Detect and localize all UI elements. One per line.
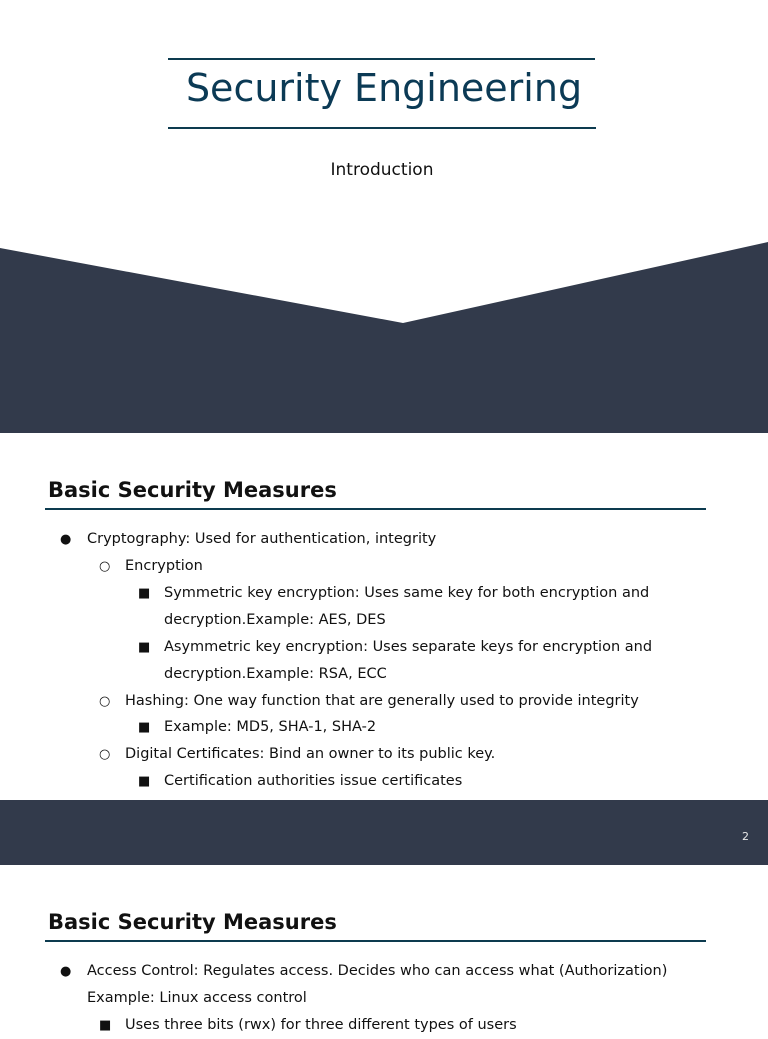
heading-rule — [45, 508, 706, 510]
bullet-square-icon: ■ — [138, 720, 151, 735]
chevron-band — [0, 242, 768, 433]
heading-rule — [45, 940, 706, 942]
list-item: Access Control: Regulates access. Decides who can access what (Authorization) — [87, 963, 668, 979]
slide-subtitle: Introduction — [330, 160, 434, 180]
list-item-continuation: decryption.Example: RSA, ECC — [164, 666, 387, 682]
list-item: Asymmetric key encryption: Uses separate keys for encryption and — [164, 639, 653, 655]
bullet-square-icon: ■ — [138, 586, 151, 601]
list-item: Uses three bits (rwx) for three different types of users — [125, 1017, 517, 1033]
page-number: 2 — [742, 830, 749, 843]
list-item: Cryptography: Used for authentication, integrity — [87, 531, 437, 547]
list-item-continuation: decryption.Example: AES, DES — [164, 612, 386, 628]
list-item: Digital Certificates: Bind an owner to its public key. — [125, 746, 496, 762]
bullet-circle-icon: ○ — [99, 747, 111, 762]
slide-heading: Basic Security Measures — [48, 478, 337, 502]
content-slide-3 — [0, 865, 768, 1033]
title-slide — [0, 0, 768, 433]
bullet-square-icon: ■ — [138, 640, 151, 655]
slide-heading: Basic Security Measures — [48, 910, 337, 934]
bullet-disc-icon: ● — [60, 964, 72, 979]
bullet-circle-icon: ○ — [99, 559, 111, 574]
list-item: Symmetric key encryption: Uses same key for both encryption and — [164, 585, 650, 601]
title-top-rule — [168, 58, 595, 60]
list-item: Hashing: One way function that are generally used to provide integrity — [125, 693, 639, 709]
list-item: Certification authorities issue certificates — [164, 773, 463, 789]
bullet-square-icon: ■ — [138, 774, 151, 789]
bullet-square-icon: ■ — [99, 1018, 112, 1033]
chevron-shape — [0, 242, 768, 433]
bullet-disc-icon: ● — [60, 532, 72, 547]
slide-title: Security Engineering — [185, 66, 583, 110]
list-item: Example: MD5, SHA-1, SHA-2 — [164, 719, 377, 735]
bullet-circle-icon: ○ — [99, 694, 111, 709]
list-item-continuation: Example: Linux access control — [87, 990, 307, 1006]
content-slide-2 — [0, 433, 768, 865]
footer-band — [0, 800, 768, 865]
list-item: Encryption — [125, 558, 203, 574]
title-bottom-rule — [168, 127, 596, 129]
